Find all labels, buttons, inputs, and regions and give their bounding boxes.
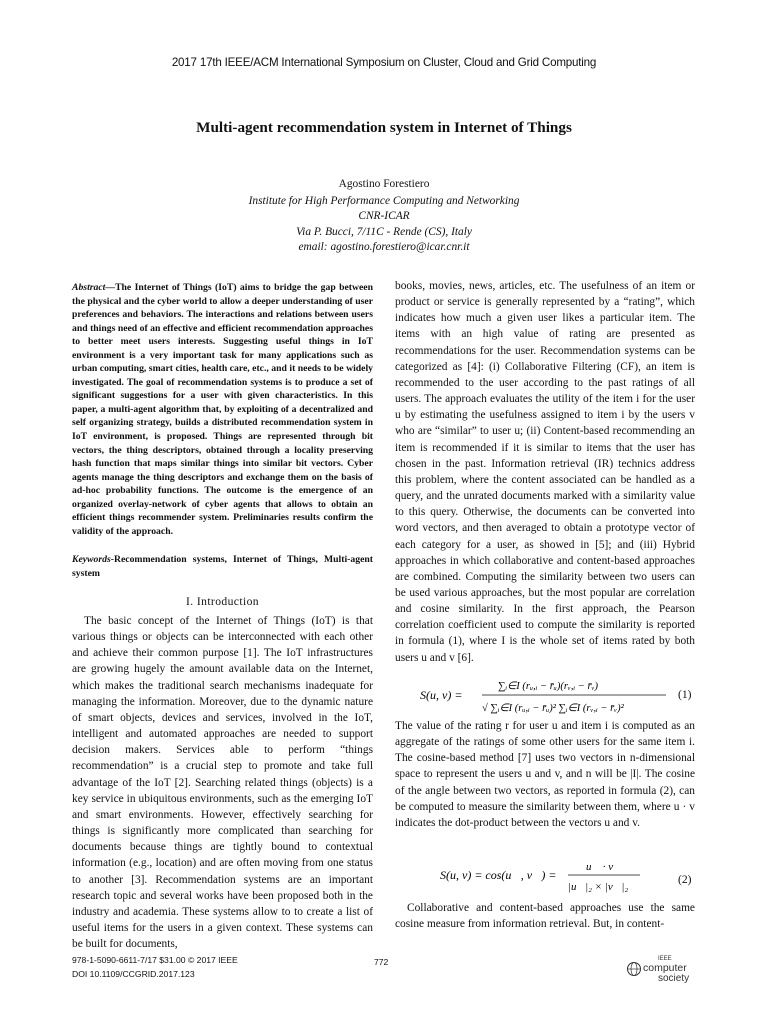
author-name: Agostino Forestiero (338, 178, 430, 190)
keywords (72, 553, 373, 580)
ieee-computer-society-logo (626, 953, 696, 983)
svg-text:computer: computer (643, 962, 687, 974)
section-heading-introduction: I. Introduction (186, 595, 259, 608)
globe-icon (626, 953, 696, 983)
body-paragraph-1: books, movies, news, articles, etc. The usefulness of an item or product or service is generally represented by a “rating”, which indicates how much a given user likes a particular item. The items with an high value of rating are presented as recommendations for the user. Recommendation systems can be categorized as [4]: (i) Collaborative Filtering (CF), an item is recommended to the user according to the past ratings of all users. The approach evaluates the utility of the item i for the user u by estimating the usefulness assigned to item i by the users v who are “similar” to user u; (ii) Content-based recommending an item is recommended if it is similar to items that the user has chosen in the past. Information retrieval (IR) technics address this problem, where the content associated can be handled as a query, and the unrated documents marked with a similarity value to this query. Otherwise, the documents can be converted into word vectors, and then averaged to obtain a prototype vector of each category for a user, as showed in [5]; and (iii) Hybrid approaches in which collaborative and content-based approaches are combined. Computing the similarity between two users can be used various approaches, but the most popular are correlation and cosine similarity. In the first approach, the Pearson correlation coefficient used to compute the similarity is reported in formula (1), where I is the whole set of items rated by both users u and v [6]. (395, 280, 695, 664)
abstract-label: Abstract (72, 282, 106, 293)
abstract-text: —The Internet of Things (IoT) aims to bridge the gap between the physical and the cyber world to allow a deeper understanding of user preferences and behaviors. The interactions and relations between users and things need of an effective and efficient recommendation approaches to better meet users interests. Suggesting useful things in IoT environment is a very important task for many applications such as urban computing, smart cities, health care, etc., and it needs to be widely investigated. The goal of recommendation systems is to produce a set of significant suggestions for a user with given characteristics. In this paper, a multi-agent algorithm that, by exploiting of a decentralized and self organizing strategy, builds a distributed recommendation system in IoT environment, is proposed. Things are represented through bit vectors, the thing descriptors, obtained through a locality preserving hash function that maps similar things into similar bit vectors. Cyber agents manage the thing descriptors and exchange them on the basis of ad-hoc probability functions. The outcome is the emergence of an organized overlay-network of cyber agents that allows to obtain an efficient things recommender system. Preliminaries results confirm the validity of the approach. (72, 282, 373, 537)
affiliation-address: Via P. Bucci, 7/11C - Rende (CS), Italy (296, 225, 472, 238)
introduction-paragraph: The basic concept of the Internet of Things (IoT) is that various things or objects can be interconnected with each other and achieve their common purpose [1]. The IoT infrastructures are growing hugely the amount available data on the Internet, which makes the traditional search mechanisms inadequate for managing the information. Moreover, due to the dynamic nature of smart objects, devices and services, involved in the IoT, intelligent and automated approaches are needed to support decision makers. Services able to perform “things recommendation” is a crucial step to promote and take full advantage of the IoT [2]. Searching related things (objects) is a key service in ubiquitous environments, such as the emerging IoT and smart environments. However, effectively searching for things is significantly more complicated than searching for documents because things are tightly bound to contextual information (e.g., location) and are often moving from one status to another [3]. Recommendation systems are an important research topic and several works have been proposed both in the industry and academia. These systems allow to to create a list of useful items for the users in a given context. These systems can be built for documents, (72, 615, 373, 951)
svg-text:u⃗ · v⃗: u⃗ · v⃗ (586, 861, 622, 873)
affiliation-org: CNR-ICAR (358, 210, 410, 223)
svg-text:S(u, v) =: S(u, v) = (420, 688, 463, 702)
author-block (0, 177, 768, 256)
paper-title: Multi-agent recommendation system in Internet of Things (196, 119, 572, 136)
equation-2 (440, 857, 660, 897)
svg-text:∑ᵢ∈I (rᵤ,ᵢ − r̄ᵤ)(rᵥ,ᵢ − r̄ᵥ): ∑ᵢ∈I (rᵤ,ᵢ − r̄ᵤ)(rᵥ,ᵢ − r̄ᵥ) (498, 681, 599, 692)
svg-text:|u⃗|₂ × |v⃗|₂: |u⃗|₂ × |v⃗|₂ (568, 881, 629, 893)
svg-text:IEEE: IEEE (658, 956, 672, 962)
svg-text:society: society (658, 973, 690, 983)
abstract (72, 281, 373, 538)
keywords-label: Keywords (72, 554, 111, 565)
equation-1-number: (1) (678, 688, 692, 701)
body-paragraph-3: Collaborative and content-based approaches use the same cosine measure from information retrieval. But, in content- (395, 902, 695, 931)
keywords-text: -Recommendation systems, Internet of Things, Multi-agent system (72, 554, 373, 579)
footer-isbn: 978-1-5090-6611-7/17 $31.00 © 2017 IEEE (72, 955, 238, 965)
author-email: email: agostino.forestiero@icar.cnr.it (298, 241, 470, 254)
svg-text:√ ∑ᵢ∈I (rᵤ,ᵢ − r̄ᵤ)² ∑ᵢ∈I (rᵥ,: √ ∑ᵢ∈I (rᵤ,ᵢ − r̄ᵤ)² ∑ᵢ∈I (rᵥ,ᵢ − r̄ᵥ)² (482, 703, 624, 714)
body-paragraph-2: The value of the rating r for user u and item i is computed as an aggregate of the ratings of some other users for the same item i. The cosine-based method [7] uses two vectors in n-dimensional space to represent the users u and v, and n will be |I|. The cosine of the angle between two vectors, as reported in formula (2), can be computed to measure the similarity between them, where u · v indicates the dot-product between the vectors u and v. (395, 720, 695, 829)
footer-doi: DOI 10.1109/CCGRID.2017.123 (72, 969, 195, 979)
page-number: 772 (374, 957, 389, 967)
equation-2-number: (2) (678, 873, 692, 886)
svg-text:S(u, v) = cos(u⃗, v⃗) =: S(u, v) = cos(u⃗, v⃗) = (440, 868, 557, 882)
equation-1 (420, 674, 670, 718)
conference-header: 2017 17th IEEE/ACM International Symposium on Cluster, Cloud and Grid Computing (171, 56, 597, 69)
affiliation-institute: Institute for High Performance Computing and Networking (248, 194, 520, 207)
